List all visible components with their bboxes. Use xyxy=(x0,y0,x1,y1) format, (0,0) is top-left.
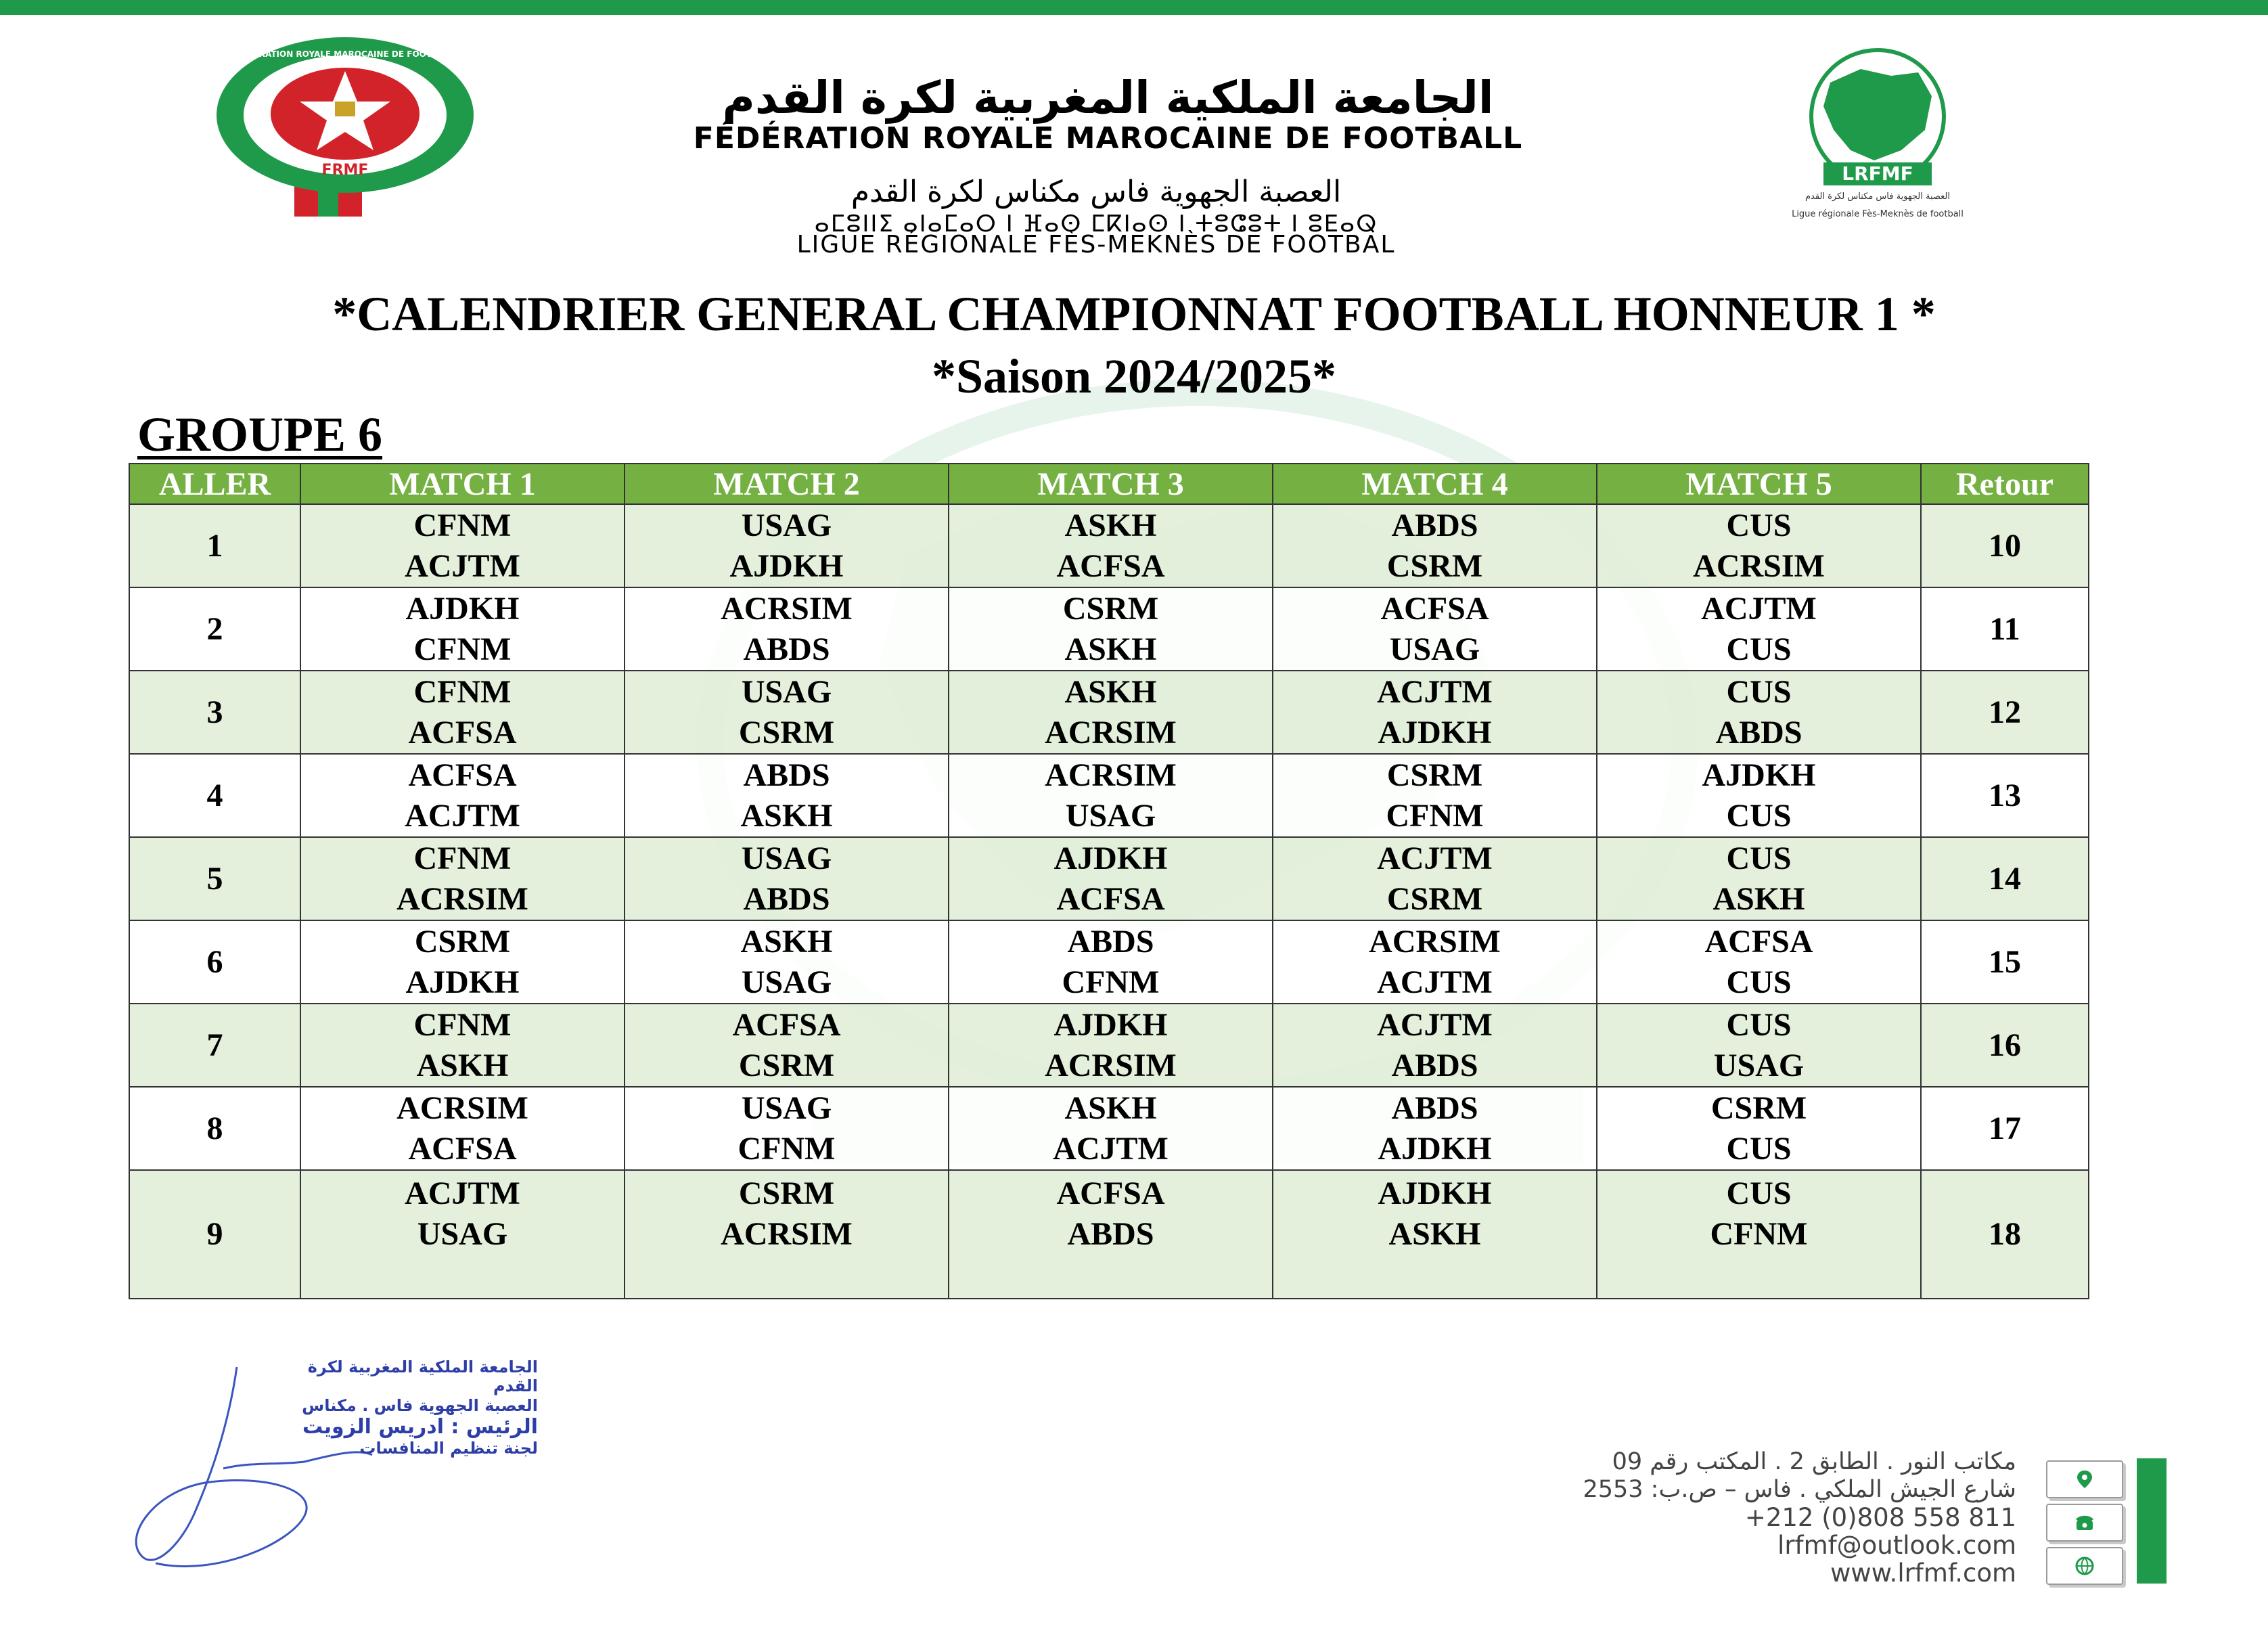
home-team: ACRSIM xyxy=(721,590,853,627)
footer-address-2: شارع الجيش الملكي . فاس – ص.ب: 2553 xyxy=(1583,1476,2016,1503)
match-3-cell xyxy=(949,754,1273,837)
header-retour: Retour xyxy=(1921,464,2089,504)
away-team: CSRM xyxy=(1386,880,1483,917)
away-team: ACJTM xyxy=(405,797,520,834)
match-4-cell xyxy=(1273,1170,1597,1299)
footer-phone: +212 (0)808 558 811 xyxy=(1744,1503,2016,1532)
match-4-cell xyxy=(1273,1004,1597,1087)
aller-round-cell: 9 xyxy=(129,1170,300,1299)
away-team: ACRSIM xyxy=(1693,547,1825,584)
match-4-cell xyxy=(1273,504,1597,587)
away-team: ACRSIM xyxy=(1045,1047,1177,1083)
header-arabic-federation: الجامعة الملكية المغربية لكرة القدم xyxy=(722,72,1494,124)
away-team: ACFSA xyxy=(1056,547,1165,584)
table-row xyxy=(129,754,2089,837)
home-team: ABDS xyxy=(1391,507,1478,543)
away-team: AJDKH xyxy=(405,964,520,1000)
home-team: USAG xyxy=(741,673,832,710)
match-5-cell xyxy=(1597,504,1921,587)
home-team: CSRM xyxy=(1386,757,1483,793)
away-team: ABDS xyxy=(743,631,830,667)
table-header-row xyxy=(129,464,2089,504)
home-team: ACFSA xyxy=(408,757,517,793)
footer-website[interactable]: www.lrfmf.com xyxy=(1830,1558,2016,1588)
away-team: AJDKH xyxy=(729,547,844,584)
home-team: CUS xyxy=(1726,1006,1792,1043)
away-team: ACRSIM xyxy=(396,880,528,917)
lrfmf-logo-subtext-ar: العصبة الجهوية فاس مكناس لكرة القدم xyxy=(1805,192,1951,202)
match-3-cell xyxy=(949,587,1273,671)
match-1-cell xyxy=(300,1004,625,1087)
match-1-cell xyxy=(300,920,625,1004)
home-team: ACJTM xyxy=(1377,673,1493,710)
home-team: ASKH xyxy=(740,923,833,960)
retour-round-cell: 13 xyxy=(1921,754,2089,837)
home-team: ASKH xyxy=(1064,1090,1157,1126)
lrfmf-logo-text: LRFMF xyxy=(1842,162,1913,185)
header-tifinagh-league: ⴰⵎⵓⵏⵏⵉ ⴰⵏⴰⵎⴰⵔ ⵏ ⴼⴰⵙ ⵎⴽⵏⴰⵙ ⵏ ⵜⵓⵛⵓⵜ ⵏ ⵓⴹⴰⵕ xyxy=(814,210,1378,238)
match-1-cell xyxy=(300,837,625,920)
away-team: USAG xyxy=(1713,1047,1805,1083)
header-arabic-league: العصبة الجهوية فاس مكناس لكرة القدم xyxy=(850,175,1342,209)
frmf-logo xyxy=(213,34,480,220)
match-4-cell xyxy=(1273,920,1597,1004)
season-title: *Saison 2024/2025* xyxy=(931,349,1337,403)
away-team: CFNM xyxy=(1386,797,1484,834)
match-3-cell xyxy=(949,671,1273,754)
match-1-cell xyxy=(300,1087,625,1170)
group-title: GROUPE 6 xyxy=(137,407,383,462)
stamp-line-3: الرئيس : ادريس الزويت xyxy=(302,1414,538,1439)
footer-address-1: مكاتب النور . الطابق 2 . المكتب رقم 09 xyxy=(1612,1448,2016,1475)
match-4-cell xyxy=(1273,837,1597,920)
phone-icon xyxy=(2046,1504,2123,1542)
away-team: ACJTM xyxy=(1053,1130,1169,1167)
away-team: CSRM xyxy=(738,714,835,750)
header-french-federation: FÉDÉRATION ROYALE MAROCAINE DE FOOTBALL xyxy=(693,121,1523,156)
header-match-1: MATCH 1 xyxy=(300,464,625,504)
away-team: CFNM xyxy=(1710,1216,1808,1252)
match-5-cell xyxy=(1597,671,1921,754)
away-team: ABDS xyxy=(1715,714,1802,750)
home-team: CSRM xyxy=(414,923,511,960)
match-5-cell xyxy=(1597,587,1921,671)
away-team: AJDKH xyxy=(1378,714,1492,750)
header-aller: ALLER xyxy=(129,464,300,504)
location-icon xyxy=(2046,1460,2123,1498)
away-team: CFNM xyxy=(1062,964,1160,1000)
stamp-line-4: لجنة تنظيم المنافسات xyxy=(359,1439,538,1458)
table-row xyxy=(129,1087,2089,1170)
away-team: USAG xyxy=(1389,631,1480,667)
match-1-cell xyxy=(300,587,625,671)
match-4-cell xyxy=(1273,587,1597,671)
match-3-cell xyxy=(949,1087,1273,1170)
home-team: ACRSIM xyxy=(396,1090,528,1126)
away-team: ASKH xyxy=(1388,1216,1481,1252)
match-2-cell xyxy=(625,671,949,754)
match-5-cell xyxy=(1597,837,1921,920)
footer-contact xyxy=(1326,1448,2016,1587)
home-team: ACJTM xyxy=(1701,590,1817,627)
match-3-cell xyxy=(949,504,1273,587)
retour-round-cell: 16 xyxy=(1921,1004,2089,1087)
away-team: CUS xyxy=(1726,1130,1792,1167)
match-2-cell xyxy=(625,837,949,920)
away-team: CUS xyxy=(1726,631,1792,667)
schedule-body xyxy=(129,504,2089,1299)
lrfmf-logo-subtext-fr: Ligue régionale Fès-Meknès de football xyxy=(1792,209,1964,219)
home-team: USAG xyxy=(741,840,832,876)
away-team: ASKH xyxy=(1713,880,1805,917)
retour-round-cell: 14 xyxy=(1921,837,2089,920)
official-stamp xyxy=(267,1358,538,1458)
table-row xyxy=(129,504,2089,587)
retour-round-cell: 17 xyxy=(1921,1087,2089,1170)
away-team: ACRSIM xyxy=(721,1216,853,1252)
away-team: AJDKH xyxy=(1378,1130,1492,1167)
aller-round-cell: 7 xyxy=(129,1004,300,1087)
home-team: CUS xyxy=(1726,507,1792,543)
home-team: ASKH xyxy=(1064,673,1157,710)
match-2-cell xyxy=(625,1170,949,1299)
match-2-cell xyxy=(625,920,949,1004)
away-team: USAG xyxy=(741,964,832,1000)
table-row xyxy=(129,1170,2089,1299)
match-5-cell xyxy=(1597,754,1921,837)
away-team: CSRM xyxy=(738,1047,835,1083)
away-team: CSRM xyxy=(1386,547,1483,584)
document-title: *CALENDRIER GENERAL CHAMPIONNAT FOOTBALL HONNEUR 1 * xyxy=(332,287,1936,341)
retour-round-cell: 18 xyxy=(1921,1170,2089,1299)
globe-icon xyxy=(2046,1547,2123,1585)
stamp-line-2: العصبة الجهوية فاس . مكناس xyxy=(302,1395,538,1415)
away-team: ASKH xyxy=(1064,631,1157,667)
away-team: ACJTM xyxy=(405,547,520,584)
stamp-line-1: الجامعة الملكية المغربية لكرة القدم xyxy=(307,1358,538,1396)
away-team: ACFSA xyxy=(408,714,517,750)
home-team: CSRM xyxy=(1062,590,1159,627)
away-team: ACFSA xyxy=(1056,880,1165,917)
away-team: CUS xyxy=(1726,964,1792,1000)
home-team: CUS xyxy=(1726,840,1792,876)
home-team: CFNM xyxy=(413,673,512,710)
home-team: ABDS xyxy=(743,757,830,793)
retour-round-cell: 11 xyxy=(1921,587,2089,671)
aller-round-cell: 4 xyxy=(129,754,300,837)
home-team: ACRSIM xyxy=(1045,757,1177,793)
home-team: ACFSA xyxy=(732,1006,841,1043)
match-1-cell xyxy=(300,504,625,587)
away-team: CUS xyxy=(1726,797,1792,834)
home-team: ACJTM xyxy=(1377,1006,1493,1043)
home-team: CFNM xyxy=(413,1006,512,1043)
match-2-cell xyxy=(625,1087,949,1170)
home-team: AJDKH xyxy=(1378,1175,1492,1211)
away-team: ASKH xyxy=(416,1047,509,1083)
retour-round-cell: 10 xyxy=(1921,504,2089,587)
retour-round-cell: 12 xyxy=(1921,671,2089,754)
home-team: ACFSA xyxy=(1056,1175,1165,1211)
match-5-cell xyxy=(1597,920,1921,1004)
away-team: CFNM xyxy=(413,631,512,667)
match-3-cell xyxy=(949,1004,1273,1087)
aller-round-cell: 8 xyxy=(129,1087,300,1170)
header-match-3: MATCH 3 xyxy=(949,464,1273,504)
away-team: ACJTM xyxy=(1377,964,1493,1000)
away-team: CFNM xyxy=(738,1130,836,1167)
away-team: USAG xyxy=(1065,797,1156,834)
frmf-logo-ring-text: FÉDÉRATION ROYALE MAROCAINE DE FOOTBALL xyxy=(235,49,455,59)
frmf-logo-text: FRMF xyxy=(321,162,369,179)
home-team: CFNM xyxy=(413,507,512,543)
match-1-cell xyxy=(300,1170,625,1299)
header-match-5: MATCH 5 xyxy=(1597,464,1921,504)
home-team: USAG xyxy=(741,1090,832,1126)
home-team: AJDKH xyxy=(1053,840,1168,876)
footer-email[interactable]: lrfmf@outlook.com xyxy=(1777,1531,2016,1560)
table-row xyxy=(129,920,2089,1004)
lrfmf-logo xyxy=(1736,42,2020,225)
match-4-cell xyxy=(1273,671,1597,754)
aller-round-cell: 3 xyxy=(129,671,300,754)
schedule-table xyxy=(129,463,2089,1299)
aller-round-cell: 2 xyxy=(129,587,300,671)
match-2-cell xyxy=(625,504,949,587)
match-2-cell xyxy=(625,587,949,671)
match-2-cell xyxy=(625,754,949,837)
home-team: CSRM xyxy=(738,1175,835,1211)
away-team: ACFSA xyxy=(408,1130,517,1167)
match-4-cell xyxy=(1273,754,1597,837)
away-team: ABDS xyxy=(743,880,830,917)
match-3-cell xyxy=(949,920,1273,1004)
match-4-cell xyxy=(1273,1087,1597,1170)
away-team: USAG xyxy=(417,1216,508,1252)
aller-round-cell: 5 xyxy=(129,837,300,920)
table-row xyxy=(129,1004,2089,1087)
home-team: ABDS xyxy=(1391,1090,1478,1126)
home-team: ACJTM xyxy=(405,1175,520,1211)
home-team: CUS xyxy=(1726,673,1792,710)
home-team: ACFSA xyxy=(1380,590,1489,627)
aller-round-cell: 6 xyxy=(129,920,300,1004)
header-french-league: LIGUE RÉGIONALE FÈS-MEKNÈS DE FOOTBAL xyxy=(796,231,1396,259)
match-2-cell xyxy=(625,1004,949,1087)
table-row xyxy=(129,587,2089,671)
home-team: CFNM xyxy=(413,840,512,876)
home-team: ABDS xyxy=(1067,923,1154,960)
home-team: CUS xyxy=(1726,1175,1792,1211)
home-team: AJDKH xyxy=(1702,757,1816,793)
away-team: ABDS xyxy=(1391,1047,1478,1083)
home-team: CSRM xyxy=(1710,1090,1807,1126)
match-3-cell xyxy=(949,1170,1273,1299)
header-match-2: MATCH 2 xyxy=(625,464,949,504)
home-team: ACFSA xyxy=(1704,923,1813,960)
match-5-cell xyxy=(1597,1004,1921,1087)
header-match-4: MATCH 4 xyxy=(1273,464,1597,504)
away-team: ASKH xyxy=(740,797,833,834)
match-5-cell xyxy=(1597,1087,1921,1170)
match-1-cell xyxy=(300,671,625,754)
home-team: AJDKH xyxy=(405,590,520,627)
footer-green-strip xyxy=(2137,1458,2167,1584)
match-3-cell xyxy=(949,837,1273,920)
away-team: ABDS xyxy=(1067,1216,1154,1252)
match-1-cell xyxy=(300,754,625,837)
home-team: ASKH xyxy=(1064,507,1157,543)
home-team: ACJTM xyxy=(1377,840,1493,876)
match-5-cell xyxy=(1597,1170,1921,1299)
home-team: AJDKH xyxy=(1053,1006,1168,1043)
home-team: USAG xyxy=(741,507,832,543)
table-row xyxy=(129,671,2089,754)
home-team: ACRSIM xyxy=(1369,923,1501,960)
top-green-bar xyxy=(0,0,2268,15)
aller-round-cell: 1 xyxy=(129,504,300,587)
retour-round-cell: 15 xyxy=(1921,920,2089,1004)
away-team: ACRSIM xyxy=(1045,714,1177,750)
table-row xyxy=(129,837,2089,920)
